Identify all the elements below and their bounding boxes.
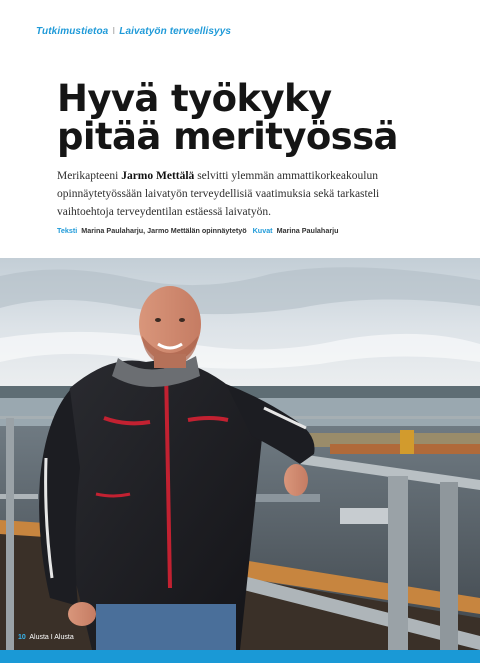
lead-person-name: Jarmo Mettälä [121, 170, 195, 182]
section-header [36, 26, 231, 37]
header-separator: I [112, 26, 116, 37]
hand [68, 602, 96, 626]
photo-credit-label: Kuvat [252, 226, 273, 235]
page-number: 10 [18, 634, 26, 641]
section-name: Tutkimustietoa [36, 26, 109, 37]
photo-illustration [0, 258, 480, 650]
railing-post [6, 418, 14, 650]
jacket-stripe [188, 418, 228, 420]
pier [250, 494, 320, 502]
jeans [96, 604, 236, 650]
lead-text-start: Merikapteeni [57, 170, 122, 182]
title-line-2: pitää merityössä [57, 115, 398, 158]
harbor-crane [400, 430, 414, 454]
railing-post [440, 482, 458, 650]
railing-bar [0, 494, 38, 499]
railing-post [388, 476, 408, 650]
text-credit-label: Teksti [57, 226, 78, 235]
section-topic: Laivatyön terveellisyys [119, 26, 232, 37]
eye [179, 318, 185, 322]
article-title [57, 77, 398, 158]
title-line-1: Hyvä työkyky [57, 77, 332, 120]
photo-credit-value: Marina Paulaharju [276, 226, 339, 235]
publication-name: Alusta I Alusta [29, 634, 74, 641]
article-photo [0, 258, 480, 650]
footer-bar [0, 650, 480, 663]
text-credit-value: Marina Paulaharju, Jarmo Mettälän opinnäytetyö [81, 226, 247, 235]
hand [284, 464, 308, 496]
lead-text-end: selvitti ylemmän ammattikorkeakoulun opinnäytetyössään laivatyön terveydellisiä vaatimuksia sekä tarkasteli vaihtoehtoja terveydentilan estäessä laivatyön. [57, 170, 380, 218]
byline [57, 226, 339, 235]
page-footer [18, 634, 74, 641]
eye [155, 318, 161, 322]
lead-paragraph [57, 167, 387, 221]
neck [154, 354, 186, 368]
